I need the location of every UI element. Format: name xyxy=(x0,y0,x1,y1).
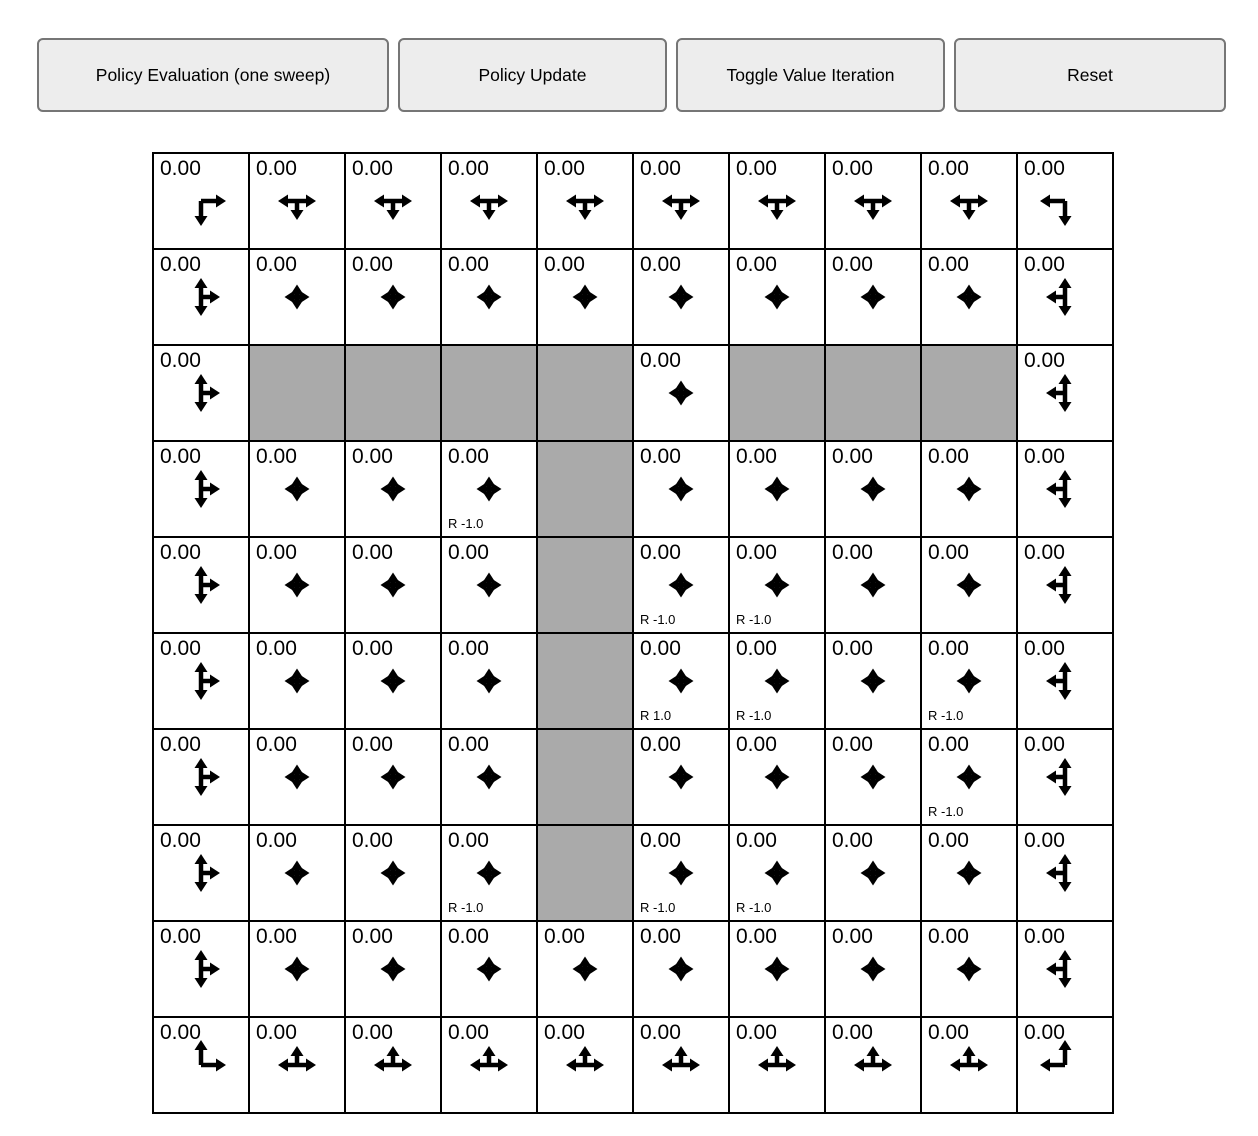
state-value: 0.00 xyxy=(832,445,873,468)
policy-arrows-icon xyxy=(457,841,521,905)
state-value: 0.00 xyxy=(832,733,873,756)
state-value: 0.00 xyxy=(736,253,777,276)
state-value: 0.00 xyxy=(256,733,297,756)
policy-arrows-icon xyxy=(1033,265,1097,329)
grid-cell xyxy=(250,922,344,1016)
grid-cell xyxy=(922,250,1016,344)
state-value: 0.00 xyxy=(160,157,201,180)
state-value: 0.00 xyxy=(640,637,681,660)
wall-cell xyxy=(538,730,632,824)
policy-arrows-icon xyxy=(169,841,233,905)
state-value: 0.00 xyxy=(544,925,585,948)
state-value: 0.00 xyxy=(832,541,873,564)
policy-arrows-icon xyxy=(1033,937,1097,1001)
policy-arrows-icon xyxy=(937,649,1001,713)
policy-arrows-icon xyxy=(1033,361,1097,425)
policy-arrows-icon xyxy=(1033,169,1097,233)
grid-cell xyxy=(250,538,344,632)
state-value: 0.00 xyxy=(640,157,681,180)
grid-cell xyxy=(250,250,344,344)
policy-arrows-icon xyxy=(937,457,1001,521)
policy-arrows-icon xyxy=(937,265,1001,329)
grid-cell xyxy=(730,634,824,728)
grid-cell xyxy=(346,826,440,920)
reward-label: R -1.0 xyxy=(736,708,772,723)
policy-arrows-icon xyxy=(553,169,617,233)
state-value: 0.00 xyxy=(448,637,489,660)
grid-cell xyxy=(634,442,728,536)
state-value: 0.00 xyxy=(928,733,969,756)
state-value: 0.00 xyxy=(352,1021,393,1044)
grid-cell xyxy=(922,442,1016,536)
policy-arrows-icon xyxy=(1033,745,1097,809)
grid-cell xyxy=(1018,250,1112,344)
policy-arrows-icon xyxy=(841,169,905,233)
policy-arrows-icon xyxy=(745,553,809,617)
state-value: 0.00 xyxy=(832,157,873,180)
policy-arrows-icon xyxy=(841,937,905,1001)
state-value: 0.00 xyxy=(736,637,777,660)
reward-label: R 1.0 xyxy=(640,708,672,723)
reward-label: R -1.0 xyxy=(448,900,484,915)
state-value: 0.00 xyxy=(160,253,201,276)
policy-arrows-icon xyxy=(841,553,905,617)
reward-label: R -1.0 xyxy=(640,612,676,627)
reward-label: R -1.0 xyxy=(736,612,772,627)
state-value: 0.00 xyxy=(448,157,489,180)
wall-cell xyxy=(538,826,632,920)
policy-arrows-icon xyxy=(265,745,329,809)
policy-arrows-icon xyxy=(361,169,425,233)
grid-cell xyxy=(154,346,248,440)
grid-cell xyxy=(154,250,248,344)
policy-arrows-icon xyxy=(937,937,1001,1001)
state-value: 0.00 xyxy=(256,1021,297,1044)
grid-cell xyxy=(730,922,824,1016)
grid-cell xyxy=(154,538,248,632)
policy-arrows-icon xyxy=(1033,841,1097,905)
grid-cell xyxy=(250,154,344,248)
state-value: 0.00 xyxy=(640,829,681,852)
state-value: 0.00 xyxy=(160,1021,201,1044)
state-value: 0.00 xyxy=(736,157,777,180)
grid-cell xyxy=(346,1018,440,1112)
state-value: 0.00 xyxy=(256,157,297,180)
policy-arrows-icon xyxy=(361,745,425,809)
toolbar xyxy=(37,38,1226,112)
policy-arrows-icon xyxy=(841,1033,905,1097)
state-value: 0.00 xyxy=(160,637,201,660)
state-value: 0.00 xyxy=(448,733,489,756)
state-value: 0.00 xyxy=(352,925,393,948)
grid-cell xyxy=(634,250,728,344)
reset-button[interactable]: Reset xyxy=(954,38,1226,112)
grid-cell xyxy=(346,250,440,344)
state-value: 0.00 xyxy=(736,541,777,564)
state-value: 0.00 xyxy=(448,1021,489,1044)
grid-cell xyxy=(442,250,536,344)
policy-arrows-icon xyxy=(457,937,521,1001)
state-value: 0.00 xyxy=(928,541,969,564)
gridworld-grid xyxy=(152,152,1114,1114)
state-value: 0.00 xyxy=(1024,733,1065,756)
grid-cell xyxy=(538,154,632,248)
state-value: 0.00 xyxy=(640,541,681,564)
state-value: 0.00 xyxy=(352,829,393,852)
policy-arrows-icon xyxy=(841,745,905,809)
state-value: 0.00 xyxy=(544,1021,585,1044)
grid-cell xyxy=(922,634,1016,728)
grid-cell xyxy=(1018,922,1112,1016)
state-value: 0.00 xyxy=(832,253,873,276)
state-value: 0.00 xyxy=(1024,541,1065,564)
grid-cell xyxy=(634,634,728,728)
policy-arrows-icon xyxy=(169,1033,233,1097)
state-value: 0.00 xyxy=(928,925,969,948)
policy-arrows-icon xyxy=(937,553,1001,617)
wall-cell xyxy=(538,346,632,440)
state-value: 0.00 xyxy=(352,637,393,660)
grid-cell xyxy=(730,154,824,248)
policy-arrows-icon xyxy=(265,937,329,1001)
grid-cell xyxy=(250,634,344,728)
policy-arrows-icon xyxy=(265,169,329,233)
state-value: 0.00 xyxy=(256,925,297,948)
state-value: 0.00 xyxy=(544,253,585,276)
state-value: 0.00 xyxy=(832,925,873,948)
state-value: 0.00 xyxy=(736,925,777,948)
policy-arrows-icon xyxy=(169,553,233,617)
policy-arrows-icon xyxy=(937,1033,1001,1097)
policy-arrows-icon xyxy=(1033,553,1097,617)
grid-cell xyxy=(1018,1018,1112,1112)
grid-cell xyxy=(442,538,536,632)
state-value: 0.00 xyxy=(544,157,585,180)
policy-arrows-icon xyxy=(361,1033,425,1097)
state-value: 0.00 xyxy=(160,925,201,948)
grid-cell xyxy=(1018,730,1112,824)
wall-cell xyxy=(922,346,1016,440)
state-value: 0.00 xyxy=(160,541,201,564)
wall-cell xyxy=(250,346,344,440)
grid-cell xyxy=(346,634,440,728)
policy-arrows-icon xyxy=(745,745,809,809)
grid-cell xyxy=(634,154,728,248)
policy-arrows-icon xyxy=(649,169,713,233)
policy-arrows-icon xyxy=(169,169,233,233)
grid-cell xyxy=(442,730,536,824)
state-value: 0.00 xyxy=(736,1021,777,1044)
policy-arrows-icon xyxy=(457,1033,521,1097)
grid-cell xyxy=(154,826,248,920)
state-value: 0.00 xyxy=(352,733,393,756)
grid-cell xyxy=(442,634,536,728)
grid-cell xyxy=(154,922,248,1016)
grid-cell xyxy=(442,922,536,1016)
policy-arrows-icon xyxy=(937,169,1001,233)
state-value: 0.00 xyxy=(448,541,489,564)
grid-cell xyxy=(538,1018,632,1112)
state-value: 0.00 xyxy=(256,829,297,852)
state-value: 0.00 xyxy=(640,733,681,756)
policy-arrows-icon xyxy=(169,457,233,521)
policy-arrows-icon xyxy=(841,265,905,329)
policy-arrows-icon xyxy=(361,553,425,617)
grid-cell xyxy=(346,442,440,536)
policy-arrows-icon xyxy=(745,841,809,905)
grid-cell xyxy=(826,538,920,632)
state-value: 0.00 xyxy=(640,1021,681,1044)
grid-cell xyxy=(922,730,1016,824)
policy-arrows-icon xyxy=(361,457,425,521)
grid-cell xyxy=(826,154,920,248)
grid-cell xyxy=(1018,634,1112,728)
policy-arrows-icon xyxy=(361,265,425,329)
grid-cell xyxy=(634,346,728,440)
policy-arrows-icon xyxy=(361,649,425,713)
state-value: 0.00 xyxy=(448,253,489,276)
policy-arrows-icon xyxy=(841,841,905,905)
grid-cell xyxy=(634,922,728,1016)
grid-cell xyxy=(442,154,536,248)
policy-arrows-icon xyxy=(649,265,713,329)
grid-cell xyxy=(346,538,440,632)
policy-arrows-icon xyxy=(457,169,521,233)
policy-arrows-icon xyxy=(649,649,713,713)
grid-cell xyxy=(1018,154,1112,248)
state-value: 0.00 xyxy=(448,925,489,948)
policy-arrows-icon xyxy=(265,1033,329,1097)
grid-cell xyxy=(730,826,824,920)
grid-cell xyxy=(730,442,824,536)
policy-arrows-icon xyxy=(169,265,233,329)
state-value: 0.00 xyxy=(160,445,201,468)
grid-cell xyxy=(826,826,920,920)
grid-cell xyxy=(922,1018,1016,1112)
grid-cell xyxy=(826,922,920,1016)
grid-cell xyxy=(634,1018,728,1112)
grid-cell xyxy=(154,154,248,248)
grid-cell xyxy=(1018,442,1112,536)
grid-cell xyxy=(922,538,1016,632)
policy-arrows-icon xyxy=(169,937,233,1001)
grid-cell xyxy=(250,1018,344,1112)
reward-label: R -1.0 xyxy=(448,516,484,531)
policy-arrows-icon xyxy=(265,265,329,329)
policy-arrows-icon xyxy=(649,553,713,617)
state-value: 0.00 xyxy=(1024,253,1065,276)
grid-cell xyxy=(826,730,920,824)
grid-cell xyxy=(826,634,920,728)
grid-cell xyxy=(922,922,1016,1016)
grid-cell xyxy=(346,922,440,1016)
grid-cell xyxy=(730,538,824,632)
state-value: 0.00 xyxy=(256,541,297,564)
state-value: 0.00 xyxy=(928,157,969,180)
grid-cell xyxy=(538,250,632,344)
grid-cell xyxy=(250,442,344,536)
grid-cell xyxy=(730,1018,824,1112)
grid-cell xyxy=(250,826,344,920)
policy-arrows-icon xyxy=(649,457,713,521)
grid-cell xyxy=(154,634,248,728)
grid-cell xyxy=(922,154,1016,248)
grid-cell xyxy=(1018,826,1112,920)
toggle-value-iteration-button[interactable]: Toggle Value Iteration xyxy=(676,38,945,112)
state-value: 0.00 xyxy=(1024,829,1065,852)
policy-arrows-icon xyxy=(649,745,713,809)
policy-arrows-icon xyxy=(265,649,329,713)
policy-arrows-icon xyxy=(745,457,809,521)
policy-arrows-icon xyxy=(745,169,809,233)
grid-cell xyxy=(154,1018,248,1112)
grid-cell xyxy=(1018,346,1112,440)
grid-cell xyxy=(634,730,728,824)
grid-cell xyxy=(346,730,440,824)
state-value: 0.00 xyxy=(160,733,201,756)
policy-arrows-icon xyxy=(169,745,233,809)
state-value: 0.00 xyxy=(1024,349,1065,372)
policy-arrows-icon xyxy=(361,937,425,1001)
policy-evaluation-button[interactable]: Policy Evaluation (one sweep) xyxy=(37,38,389,112)
policy-arrows-icon xyxy=(457,457,521,521)
policy-arrows-icon xyxy=(649,361,713,425)
policy-arrows-icon xyxy=(169,649,233,713)
state-value: 0.00 xyxy=(832,829,873,852)
policy-arrows-icon xyxy=(937,745,1001,809)
state-value: 0.00 xyxy=(1024,1021,1065,1044)
state-value: 0.00 xyxy=(640,445,681,468)
grid-cell xyxy=(538,922,632,1016)
grid-cell xyxy=(154,730,248,824)
policy-update-button[interactable]: Policy Update xyxy=(398,38,667,112)
policy-arrows-icon xyxy=(841,457,905,521)
state-value: 0.00 xyxy=(1024,925,1065,948)
reward-label: R -1.0 xyxy=(928,708,964,723)
wall-cell xyxy=(538,634,632,728)
state-value: 0.00 xyxy=(256,253,297,276)
wall-cell xyxy=(538,442,632,536)
state-value: 0.00 xyxy=(928,829,969,852)
grid-cell xyxy=(730,730,824,824)
policy-arrows-icon xyxy=(745,937,809,1001)
policy-arrows-icon xyxy=(457,649,521,713)
reward-label: R -1.0 xyxy=(640,900,676,915)
reward-label: R -1.0 xyxy=(928,804,964,819)
state-value: 0.00 xyxy=(256,637,297,660)
state-value: 0.00 xyxy=(160,349,201,372)
policy-arrows-icon xyxy=(457,265,521,329)
policy-arrows-icon xyxy=(1033,1033,1097,1097)
policy-arrows-icon xyxy=(553,265,617,329)
policy-arrows-icon xyxy=(745,265,809,329)
state-value: 0.00 xyxy=(832,637,873,660)
grid-cell xyxy=(634,826,728,920)
grid-cell xyxy=(730,250,824,344)
state-value: 0.00 xyxy=(640,925,681,948)
state-value: 0.00 xyxy=(928,253,969,276)
state-value: 0.00 xyxy=(352,253,393,276)
policy-arrows-icon xyxy=(937,841,1001,905)
state-value: 0.00 xyxy=(256,445,297,468)
grid-cell xyxy=(442,826,536,920)
wall-cell xyxy=(826,346,920,440)
policy-arrows-icon xyxy=(169,361,233,425)
state-value: 0.00 xyxy=(736,733,777,756)
state-value: 0.00 xyxy=(352,445,393,468)
policy-arrows-icon xyxy=(457,745,521,809)
state-value: 0.00 xyxy=(832,1021,873,1044)
state-value: 0.00 xyxy=(928,637,969,660)
policy-arrows-icon xyxy=(649,1033,713,1097)
state-value: 0.00 xyxy=(928,1021,969,1044)
grid-cell xyxy=(346,154,440,248)
policy-arrows-icon xyxy=(265,457,329,521)
grid-cell xyxy=(442,442,536,536)
policy-arrows-icon xyxy=(265,553,329,617)
policy-arrows-icon xyxy=(361,841,425,905)
policy-arrows-icon xyxy=(745,1033,809,1097)
grid-cell xyxy=(442,1018,536,1112)
wall-cell xyxy=(730,346,824,440)
state-value: 0.00 xyxy=(1024,445,1065,468)
reward-label: R -1.0 xyxy=(736,900,772,915)
state-value: 0.00 xyxy=(640,253,681,276)
policy-arrows-icon xyxy=(841,649,905,713)
grid-cell xyxy=(922,826,1016,920)
wall-cell xyxy=(442,346,536,440)
state-value: 0.00 xyxy=(352,157,393,180)
policy-arrows-icon xyxy=(649,841,713,905)
state-value: 0.00 xyxy=(448,445,489,468)
state-value: 0.00 xyxy=(736,829,777,852)
state-value: 0.00 xyxy=(736,445,777,468)
policy-arrows-icon xyxy=(1033,649,1097,713)
grid-cell xyxy=(826,250,920,344)
policy-arrows-icon xyxy=(745,649,809,713)
policy-arrows-icon xyxy=(457,553,521,617)
grid-cell xyxy=(826,1018,920,1112)
policy-arrows-icon xyxy=(265,841,329,905)
wall-cell xyxy=(346,346,440,440)
state-value: 0.00 xyxy=(1024,637,1065,660)
state-value: 0.00 xyxy=(448,829,489,852)
state-value: 0.00 xyxy=(1024,157,1065,180)
policy-arrows-icon xyxy=(553,1033,617,1097)
grid-cell xyxy=(1018,538,1112,632)
state-value: 0.00 xyxy=(352,541,393,564)
grid-cell xyxy=(250,730,344,824)
grid-cell xyxy=(154,442,248,536)
state-value: 0.00 xyxy=(160,829,201,852)
grid-cell xyxy=(634,538,728,632)
policy-arrows-icon xyxy=(553,937,617,1001)
state-value: 0.00 xyxy=(640,349,681,372)
policy-arrows-icon xyxy=(649,937,713,1001)
state-value: 0.00 xyxy=(928,445,969,468)
grid-cell xyxy=(826,442,920,536)
wall-cell xyxy=(538,538,632,632)
policy-arrows-icon xyxy=(1033,457,1097,521)
